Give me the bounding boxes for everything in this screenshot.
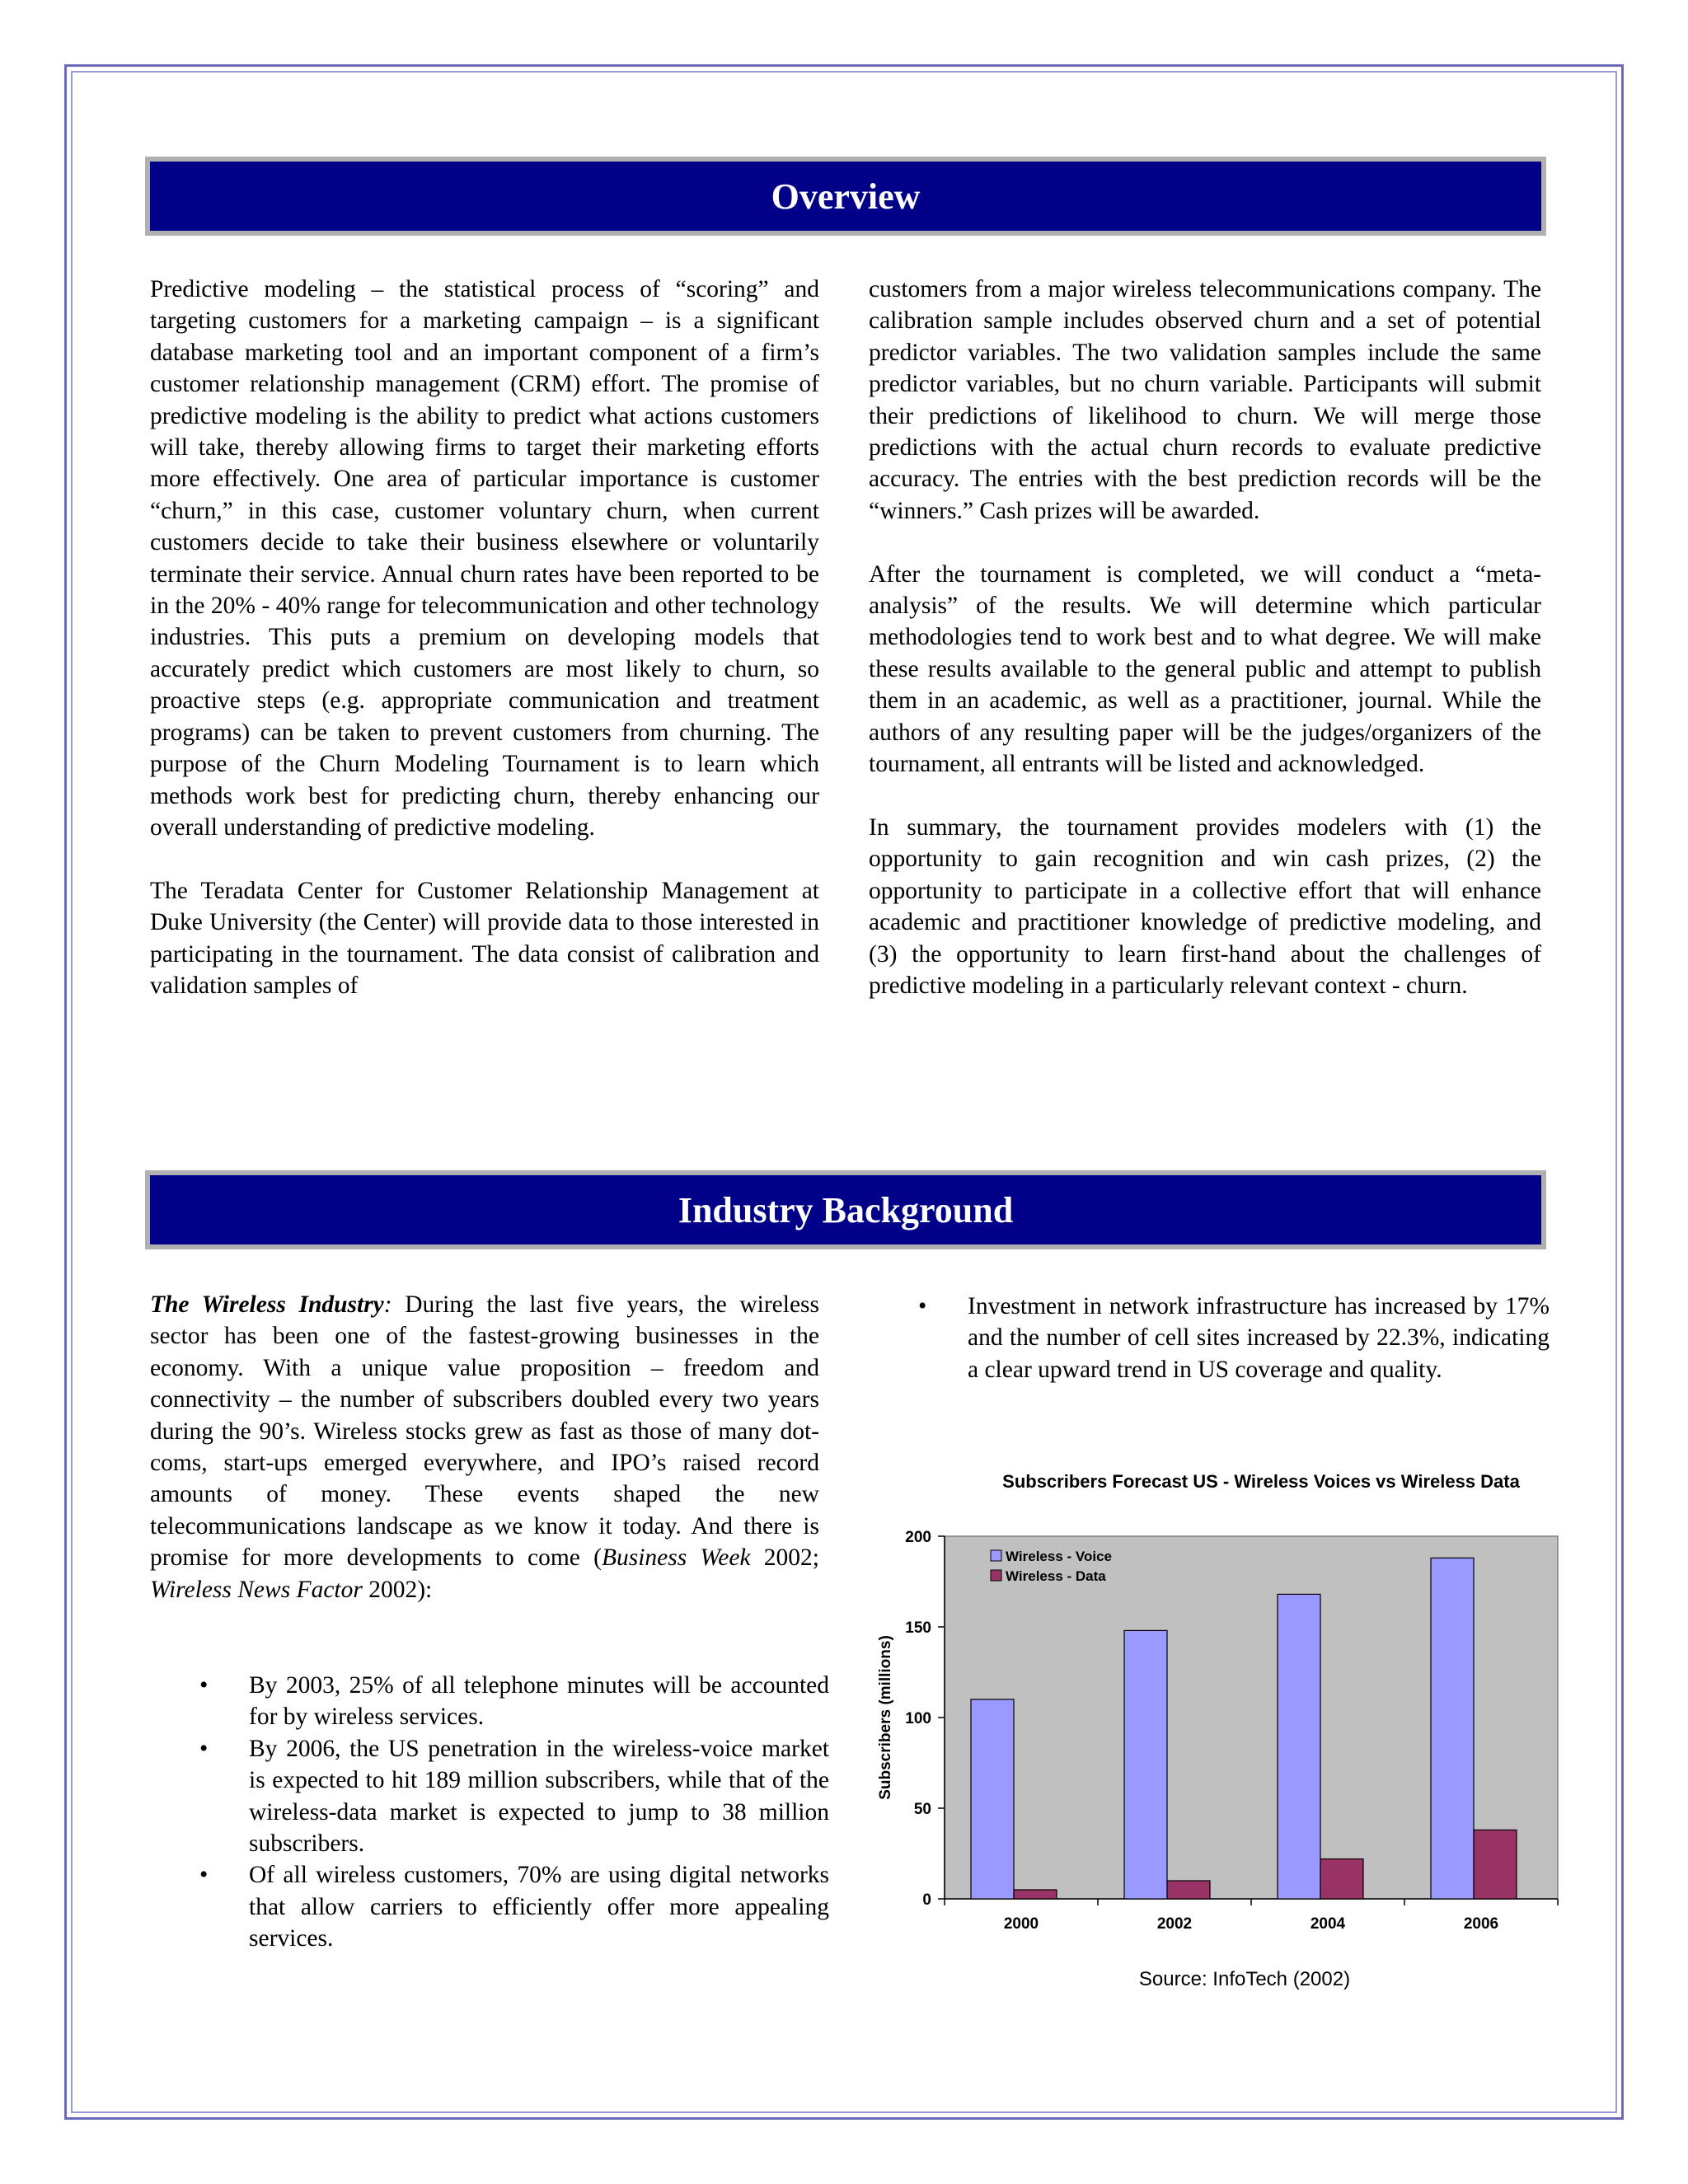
overview-title: Overview: [771, 176, 921, 217]
overview-right-column: [869, 274, 1541, 1001]
bar-wireless-data-2004: [1320, 1859, 1363, 1899]
y-tick-label: 50: [913, 1801, 931, 1818]
bullet-icon: •: [199, 1672, 209, 1699]
bullet-item: [199, 1670, 829, 1733]
bullet-item: [918, 1291, 1550, 1385]
bullet-icon: •: [918, 1293, 927, 1319]
overview-right-paragraph-1: customers from a major wireless telecommunications company. The calibration sample includes observed churn and a set of potential predictor variables. The two validation samples include the same predictor variables, but no churn variable. Participants will submit their predictions of likelihood to churn. We will merge those predictions with the actual churn records to evaluate predictive accuracy. The entries with the best prediction records will be the “winners.” Cash prizes will be awarded.: [869, 276, 1541, 524]
x-tick-label: 2004: [1310, 1915, 1346, 1933]
x-tick-label: 2000: [1003, 1915, 1039, 1933]
bullet-item: [199, 1733, 829, 1860]
overview-left-paragraph-1: Predictive modeling – the statistical process of “scoring” and targeting customers for a marketing campaign – is a significant database marketing tool and an important component of a firm’s customer relationship management (CRM) effort. The promise of predictive modeling is the ability to predict what actions customers will take, thereby allowing firms to target their marketing efforts more effectively. One area of particular importance is customer “churn,” in this case, customer voluntary churn, when current customers decide to take their business elsewhere or voluntarily terminate their service. Annual churn rates have been reported to be in the 20% - 40% range for telecommunication and other technology industries. This puts a premium on developing models that accurately predict which customers are most likely to churn, so proactive steps (e.g. appropriate communication and treatment programs) can be taken to prevent customers from churning. The purpose of the Churn Modeling Tournament is to learn which methods work best for predicting churn, thereby enhancing our overall understanding of predictive modeling.: [150, 276, 819, 841]
industry-lead-text: During the last five years, the wireless sector has been one of the fastest-growing businesses in the economy. With a unique value proposition – freedom and connectivity – the number of subscribers doubled every two years during the 90’s. Wireless stocks grew as fast as those of many dot-coms, start-ups emerged everywhere, and IPO’s raised record amounts of money. These events shaped the new telecommunications landscape as we know it today. And there is promise for more developments to come (: [150, 1291, 820, 1572]
y-axis-label: Subscribers (millions): [877, 1635, 894, 1800]
industry-banner: [145, 1170, 1546, 1249]
y-tick-label: 150: [905, 1619, 931, 1637]
bullet-text: Investment in network infrastructure has increased by 17% and the number of cell sites increased by 22.3%, indicating a clear upward trend in US coverage and quality.: [968, 1293, 1550, 1383]
bar-wireless-data-2002: [1167, 1881, 1210, 1899]
bar-wireless-data-2006: [1474, 1830, 1517, 1899]
y-tick-label: 0: [922, 1891, 931, 1909]
citation-year-1: 2002;: [750, 1544, 819, 1572]
overview-left-paragraph-2: The Teradata Center for Customer Relationship Management at Duke University (the Center) will provide data to those interested in participating in the tournament. The data consist of calibration and validation samples of: [150, 877, 819, 999]
overview-right-paragraph-2: After the tournament is completed, we will conduct a “meta-analysis” of the results. We will determine which particular methodologies tend to work best and to what degree. We will make these results available to the general public and attempt to publish them in an academic, as well as a practitioner, journal. While the authors of any resulting paper will be the judges/organizers of the tournament, all entrants will be listed and acknowledged.: [869, 560, 1541, 778]
bullet-item: [199, 1859, 829, 1954]
legend-swatch: [991, 1550, 1001, 1561]
industry-title: Industry Background: [678, 1189, 1014, 1230]
citation-wireless-news-factor: Wireless News Factor: [150, 1576, 363, 1603]
legend-label: Wireless - Data: [1006, 1568, 1106, 1584]
citation-year-2: 2002):: [362, 1576, 433, 1603]
industry-intro-paragraph: [150, 1289, 819, 1605]
bullet-text: By 2006, the US penetration in the wireless-voice market is expected to hit 189 million subscribers, while that of the wireless-data market is expected to jump to 38 million subscribers.: [249, 1735, 829, 1858]
chart-source: Source: InfoTech (2002): [1138, 1968, 1351, 1990]
x-tick-label: 2002: [1156, 1915, 1193, 1933]
bar-wireless-voice-2000: [971, 1699, 1014, 1899]
legend-label: Wireless - Voice: [1006, 1549, 1112, 1564]
overview-banner: [145, 157, 1546, 236]
bullet-icon: •: [199, 1862, 209, 1889]
chart-title: Subscribers Forecast US - Wireless Voices vs Wireless Data: [1002, 1471, 1520, 1492]
bullet-text: By 2003, 25% of all telephone minutes will be accounted for by wireless services.: [249, 1672, 829, 1731]
industry-lead-colon: :: [383, 1291, 392, 1318]
overview-left-column: [150, 274, 819, 1001]
x-tick-label: 2006: [1463, 1915, 1499, 1933]
bar-wireless-voice-2004: [1278, 1594, 1320, 1899]
y-tick-label: 200: [905, 1529, 931, 1546]
y-tick-label: 100: [905, 1710, 931, 1727]
bar-wireless-voice-2006: [1431, 1558, 1474, 1899]
bullet-icon: •: [199, 1735, 209, 1762]
bullet-text: Of all wireless customers, 70% are using digital networks that allow carriers to efficiently offer more appealing services.: [249, 1862, 829, 1952]
industry-left-column: [150, 1289, 819, 1605]
subscribers-bar-chart: [865, 1516, 1574, 1945]
citation-business-week: Business Week: [601, 1544, 751, 1572]
industry-left-bullets: [199, 1670, 829, 1955]
industry-lead-heading: The Wireless Industry: [150, 1291, 384, 1318]
overview-right-paragraph-3: In summary, the tournament provides modelers with (1) the opportunity to gain recognition and win cash prizes, (2) the opportunity to participate in a collective effort that will enhance academic and practitioner knowledge of predictive modeling, and (3) the opportunity to learn first-hand about the challenges of predictive modeling in a particularly relevant context - churn.: [869, 813, 1541, 999]
legend-swatch: [991, 1570, 1001, 1581]
bar-wireless-voice-2002: [1124, 1630, 1167, 1899]
industry-right-bullets: [918, 1291, 1550, 1385]
bar-wireless-data-2000: [1014, 1890, 1057, 1899]
